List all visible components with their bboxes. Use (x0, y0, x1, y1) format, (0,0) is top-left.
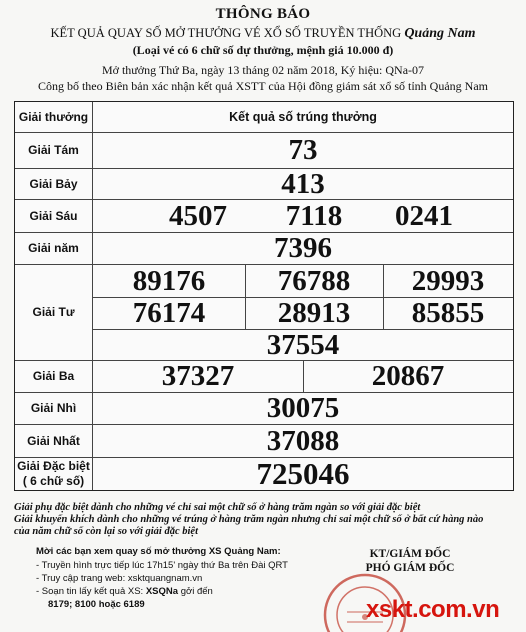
prize-number: 37327 (161, 360, 235, 392)
prize-number: 76174 (132, 297, 206, 329)
prize-number: 0241 (395, 199, 453, 232)
prize-label: Giải Ba (15, 361, 93, 392)
prize-number: 37554 (266, 329, 340, 361)
jackpot-number: 725046 (256, 456, 350, 491)
prize-label-note: ( 6 chữ số) (22, 474, 85, 488)
prize-label (15, 458, 93, 490)
prize-number: 413 (281, 167, 325, 200)
note-line: Giải khuyến khích dành cho những vé trúng ở hàng trăm ngàn nhưng chỉ sai một chữ số ở bất cứ hàng nào (14, 514, 484, 525)
prize-label: Giải Tư (15, 265, 93, 360)
prize-row-tam (15, 132, 513, 168)
result-column-header: Kết quả số trúng thưởng (229, 110, 377, 124)
note-line: của năm chữ số còn lại so với giải đặc biệt (14, 526, 199, 537)
prize-subrow (93, 329, 513, 361)
prize-number: 7396 (274, 232, 332, 264)
info-item: - Truyền hình trực tiếp lúc 17h15' ngày thứ Ba trên Đài QRT (36, 560, 288, 571)
prize-number: 4507 (169, 199, 227, 232)
info-item: - Truy cập trang web: xsktquangnam.vn (36, 573, 203, 584)
watermark-brand: xskt.com.vn (366, 596, 500, 623)
info-item: 8179; 8100 hoặc 6189 (48, 599, 145, 610)
prize-subrow (93, 297, 513, 329)
prize-row-nhat (15, 424, 513, 457)
prize-number: 89176 (132, 264, 206, 297)
prize-subrow (93, 265, 513, 297)
sms-code: XSQNa (145, 586, 179, 597)
prize-label-main: Giải Đặc biệt (17, 459, 90, 473)
table-header-row (15, 102, 513, 132)
results-table (14, 101, 514, 491)
note-line: Giải phụ đặc biệt dành cho những vé chỉ sai một chữ số ở hàng trăm ngàn so với giải đặc biệt (14, 502, 421, 513)
signature-title: KT/GIÁM ĐỐC (369, 548, 451, 560)
signature-subtitle: PHÓ GIÁM ĐỐC (365, 562, 455, 574)
prize-label: Giải năm (15, 233, 93, 264)
subtitle (0, 26, 526, 42)
prize-row-tu (15, 264, 513, 360)
prize-row-ba (15, 360, 513, 392)
prize-row-nam (15, 232, 513, 264)
sms-text: - Soạn tin lấy kết quả XS: (36, 586, 146, 597)
prize-row-dac-biet (15, 457, 513, 490)
prize-number: 85855 (411, 297, 485, 329)
prize-row-nhi (15, 392, 513, 424)
draw-date: Mở thưởng Thứ Ba, ngày 13 tháng 02 năm 2018, Ký hiệu: QNa-07 (101, 63, 425, 77)
footnotes (14, 502, 514, 538)
invite-text: Mời các bạn xem quay số mở thưởng XS Quảng Nam: (36, 546, 281, 557)
subtitle-text: KẾT QUẢ QUAY SỐ MỞ THƯỞNG VÉ XỔ SỐ TRUYỀN THỐNG (50, 26, 402, 40)
page-title: THÔNG BÁO (215, 6, 311, 22)
prize-number: 30075 (266, 392, 340, 424)
prize-number: 20867 (371, 360, 445, 392)
prize-row-bay (15, 168, 513, 199)
announcement-note: Công bố theo Biên bản xác nhận kết quả XSTT của Hội đồng giám sát xổ số tỉnh Quảng Nam (37, 79, 489, 93)
info-item (36, 586, 213, 597)
prize-number: 7118 (285, 199, 343, 232)
prize-number: 28913 (277, 297, 351, 329)
prize-column-header: Giải thưởng (15, 102, 93, 132)
prize-number: 76788 (277, 264, 351, 297)
prize-label: Giải Bảy (15, 169, 93, 199)
prize-row-sau (15, 199, 513, 232)
prize-label: Giải Sáu (15, 200, 93, 232)
ticket-type: (Loại vé có 6 chữ số dự thưởng, mệnh giá 10.000 đ) (132, 43, 394, 57)
prize-label: Giải Nhì (15, 393, 93, 424)
province-name: Quảng Nam (404, 26, 476, 41)
prize-label: Giải Tám (15, 133, 93, 168)
sms-suffix: gởi đến (178, 586, 213, 597)
prize-number: 73 (288, 134, 318, 166)
prize-number: 37088 (266, 424, 340, 457)
prize-label: Giải Nhất (15, 425, 93, 457)
prize-number: 29993 (411, 264, 485, 297)
